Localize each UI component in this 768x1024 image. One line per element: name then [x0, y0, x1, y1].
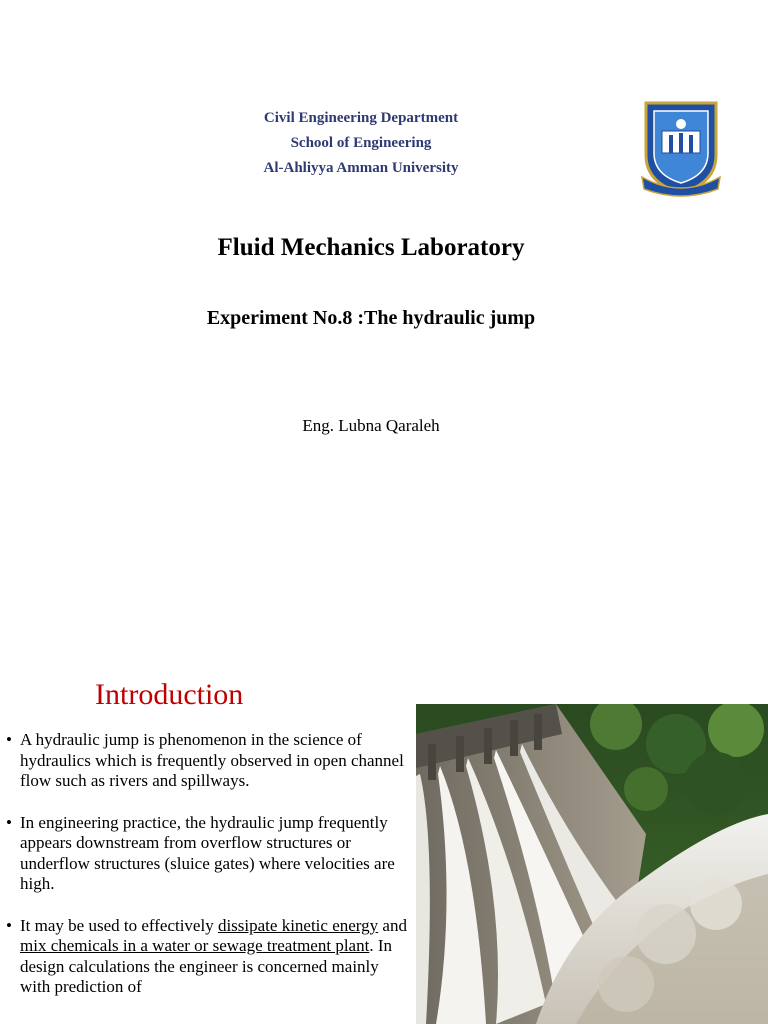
- bullet-marker: •: [6, 730, 12, 749]
- bullet-item: [6, 916, 410, 998]
- experiment-subtitle: Experiment No.8 :The hydraulic jump: [206, 307, 536, 329]
- bullet-item: [6, 730, 410, 792]
- university-line: Al-Ahliyya Amman University: [263, 160, 459, 176]
- dissipate-energy-link[interactable]: dissipate kinetic energy: [217, 915, 379, 935]
- bullet-text-end: . In design calculations the engineer is concerned mainly with prediction of: [20, 936, 392, 996]
- bullet-marker: •: [6, 812, 12, 832]
- dam-spillway-photo: [416, 704, 768, 1024]
- mix-chemicals-link[interactable]: mix chemicals in a water or sewage treatment plant: [20, 936, 370, 955]
- bullet-text: A hydraulic jump is phenomenon in the science of hydraulics which is frequently observed in open channel flow such as rivers and spillways.: [20, 730, 404, 790]
- school-line: School of Engineering: [290, 135, 432, 151]
- bullet-text: In engineering practice, the hydraulic jump frequently appears downstream from overflow structures or underflow structures (sluice gates) where velocities are high.: [20, 812, 395, 893]
- introduction-heading: Introduction: [95, 678, 244, 711]
- introduction-bullets: [6, 730, 410, 1019]
- bullet-marker: •: [6, 915, 12, 935]
- author-name: Eng. Lubna Qaraleh: [302, 416, 440, 435]
- bullet-text-start: It may be used to effectively: [20, 915, 218, 935]
- bullet-item: [6, 813, 410, 895]
- bullet-text-connector: and: [378, 915, 407, 935]
- department-line: Civil Engineering Department: [263, 110, 459, 126]
- university-crest-icon: [640, 97, 722, 199]
- page-title: Fluid Mechanics Laboratory: [217, 234, 525, 261]
